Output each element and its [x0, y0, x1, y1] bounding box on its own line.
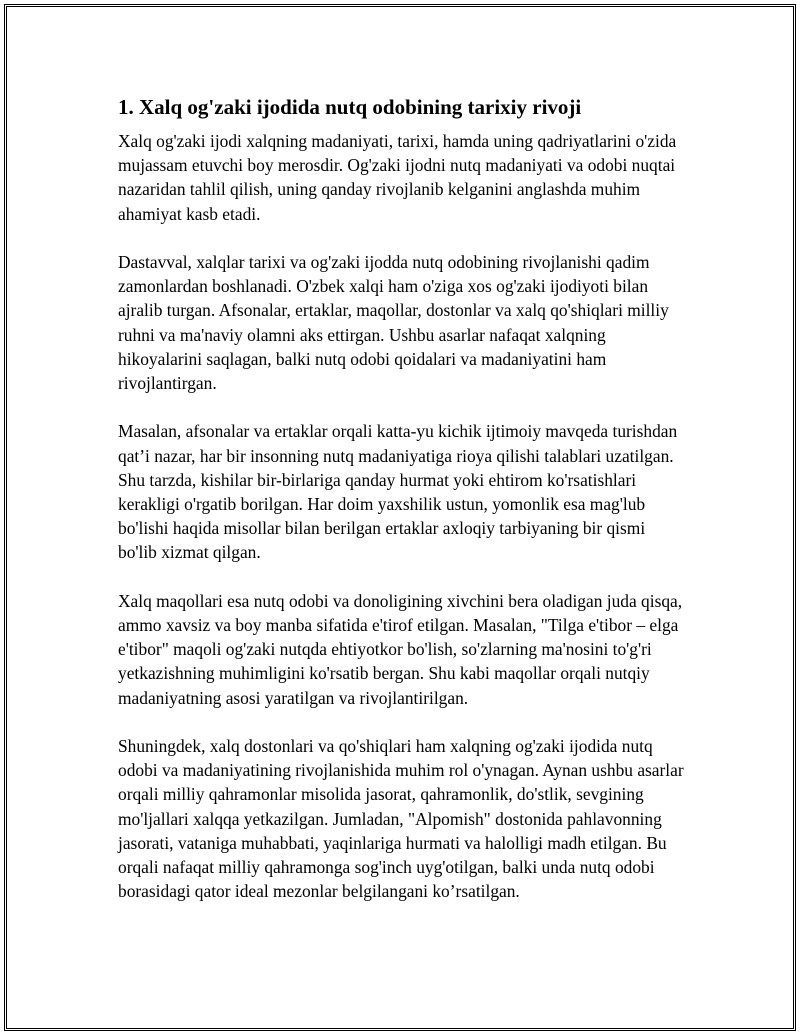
- paragraph-5: Shuningdek, xalq dostonlari va qo'shiqlari ham xalqning og'zaki ijodida nutq odobi va madaniyatining rivojlanishida muhim rol o'ynagan. Aynan ushbu asarlar orqali milliy qahramonlar misolida jasorat, qahramonlik, do'stlik, sevgining mo'ljallari xalqqa yetkazilgan. Jumladan, "Alpomish" dostonida pahlavonning jasorati, vataniga muhabbati, yaqinlariga hurmati va halolligi madh etilgan. Bu orqali nafaqat milliy qahramonga sog'inch uyg'otilgan, balki unda nutq odobi borasidagi qator ideal mezonlar belgilangani ko’rsatilgan.: [118, 736, 684, 902]
- paragraph-1: Xalq og'zaki ijodi xalqning madaniyati, tarixi, hamda uning qadriyatlarini o'zida mujassam etuvchi boy merosdir. Og'zaki ijodni nutq madaniyati va odobi nuqtai nazaridan tahlil qilish, uning qanday rivojlanib kelganini anglashda muhim ahamiyat kasb etadi.: [118, 131, 677, 224]
- paragraph-2: Dastavval, xalqlar tarixi va og'zaki ijodda nutq odobining rivojlanishi qadim zamonlardan boshlanadi. O'zbek xalqi ham o'ziga xos og'zaki ijodiyoti bilan ajralib turgan. Afsonalar, ertaklar, maqollar, dostonlar va xalq qo'shiqlari milliy ruhni va ma'naviy olamni aks ettirgan. Ushbu asarlar nafaqat xalqning hikoyalarini saqlagan, balki nutq odobi qoidalari va madaniyatini ham rivojlantirgan.: [118, 252, 669, 394]
- section-heading: 1. Xalq og'zaki ijodida nutq odobining tarixiy rivoji: [118, 95, 582, 119]
- paragraph-3: Masalan, afsonalar va ertaklar orqali katta-yu kichik ijtimoiy mavqeda turishdan qat’i nazar, har bir insonning nutq madaniyatiga rioya qilishi talablari uzatilgan. Shu tarzda, kishilar bir-birlariga qanday hurmat yoki ehtirom ko'rsatishlari kerakligi o'rgatib borilgan. Har doim yaxshilik ustun, yomonlik esa mag'lub bo'lishi haqida misollar bilan berilgan ertaklar axloqiy tarbiyaning bir qismi bo'lib xizmat qilgan.: [118, 421, 678, 563]
- paragraph-4: Xalq maqollari esa nutq odobi va donoligining xivchini bera oladigan juda qisqa, ammo xavsiz va boy manba sifatida e'tirof etilgan. Masalan, "Tilga e'tibor – elga e'tibor" maqoli og'zaki nutqda ehtiyotkor bo'lish, so'zlarning ma'nosini to'g'ri yetkazishning muhimligini ko'rsatib bergan. Shu kabi maqollar orqali nutqiy madaniyatning asosi yaratilgan va rivojlantirilgan.: [118, 590, 683, 708]
- document-body: [118, 93, 688, 928]
